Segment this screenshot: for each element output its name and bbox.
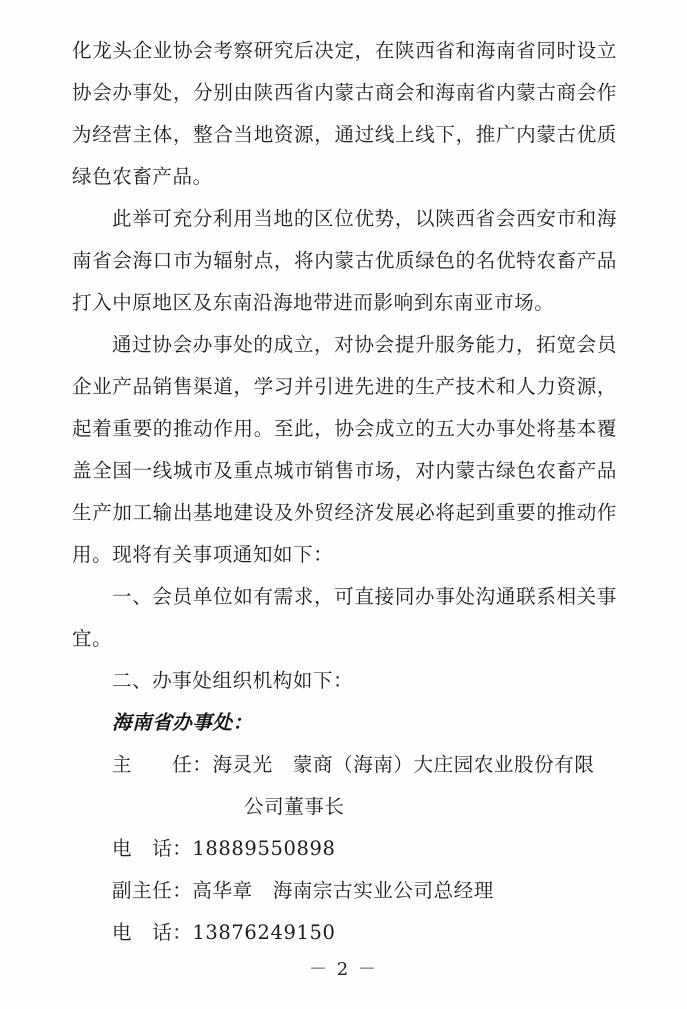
contact-deputy-phone-label: 电 话： [112, 921, 193, 944]
contact-director-phone-label: 电 话： [112, 837, 193, 860]
document-body [72, 30, 617, 954]
paragraph-2: 此举可充分利用当地的区位优势，以陕西省会西安市和海南省会海口市为辐射点，将内蒙古优质绿色的名优特农畜产品打入中原地区及东南沿海地带进而影响到东南亚市场。 [72, 207, 617, 314]
contact-director-phone-value: 18889550898 [192, 837, 336, 860]
contact-deputy-phone-value: 13876249150 [192, 921, 336, 944]
contact-director-label-text: 主 任： [112, 753, 213, 776]
contact-director-continuation: 公司董事长 [244, 795, 345, 818]
contact-deputy-phone [72, 912, 617, 954]
contact-director-phone [72, 828, 617, 870]
contact-deputy-label: 副主任： [112, 879, 193, 902]
contact-deputy [72, 870, 617, 912]
page-number: － 2 － [309, 959, 378, 980]
paragraph-5: 二、办事处组织机构如下： [112, 669, 354, 692]
contact-director-label [72, 744, 617, 786]
paragraph-1: 化龙头企业协会考察研究后决定，在陕西省和海南省同时设立协会办事处，分别由陕西省内蒙古商会和海南省内蒙古商会作为经营主体，整合当地资源，通过线上线下，推广内蒙古优质绿色农畜产品。 [72, 39, 617, 188]
contact-director-value: 海灵光 蒙商（海南）大庄园农业股份有限 [212, 753, 595, 776]
paragraph-4: 一、会员单位如有需求，可直接同办事处沟通联系相关事宜。 [72, 585, 617, 650]
paragraph-3: 通过协会办事处的成立，对协会提升服务能力，拓宽会员企业产品销售渠道，学习并引进先进的生产技术和人力资源，起着重要的推动作用。至此，协会成立的五大办事处将基本覆盖全国一线城市及重点城市销售市场，对内蒙古绿色农畜产品生产加工输出基地建设及外贸经济发展必将起到重要的推动作用。现将有关事项通知如下： [72, 333, 617, 566]
contact-deputy-value: 高华章 海南宗古实业公司总经理 [192, 879, 494, 902]
section-heading-hainan-office: 海南省办事处： [112, 711, 253, 734]
